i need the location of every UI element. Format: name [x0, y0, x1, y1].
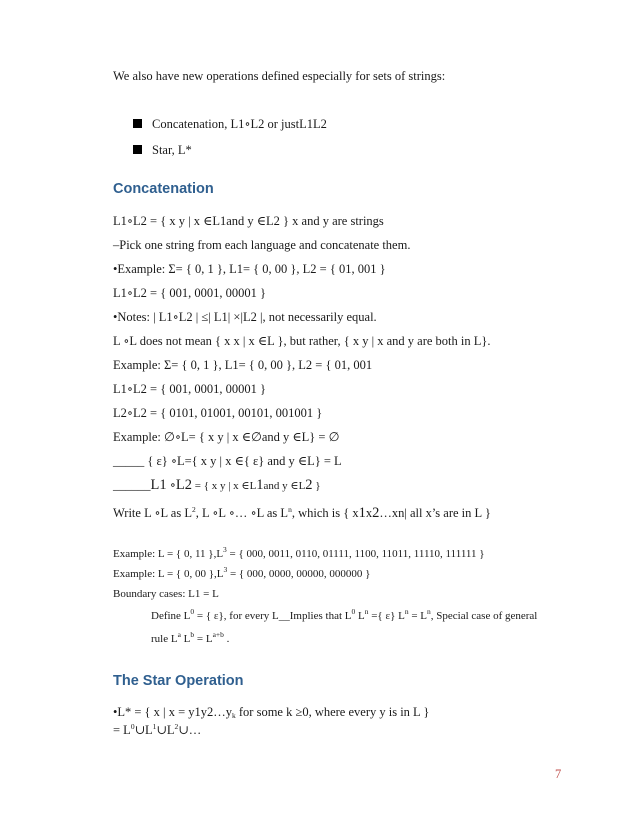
- concat-line: •Example: Σ= { 0, 1 }, L1= { 0, 00 }, L2 = { 01, 001 }: [113, 262, 386, 276]
- superscript: n: [364, 607, 369, 616]
- text-span: = { 000, 0000, 00000, 000000 }: [227, 568, 371, 580]
- concat-line: _____ { ε} ∘L={ x y | x ∈{ ε} and y ∈L} = L: [113, 454, 342, 468]
- example-line: [113, 566, 370, 582]
- boundary-line: Boundary cases: L1 = L: [113, 588, 219, 600]
- concat-definition: L1∘L2 = { x y | x ∈L1and y ∈L2 } x and y are strings: [113, 214, 384, 228]
- superscript: 0: [190, 607, 195, 616]
- text-span: rule L: [151, 633, 178, 645]
- blank-underscore: ______: [113, 478, 151, 492]
- bullet-concatenation: [133, 116, 327, 132]
- text-span: for some k ≥0, where every y is in L }: [235, 705, 430, 719]
- text-span: Write L ∘L as L: [113, 506, 192, 520]
- superscript: a+b: [212, 630, 224, 639]
- concat-line: L ∘L does not mean { x x | x ∈L }, but rather, { x y | x and y are both in L}.: [113, 334, 491, 348]
- text-span: = L: [408, 610, 428, 622]
- text-span: ∪L: [156, 723, 175, 737]
- concat-line-large: [113, 477, 321, 494]
- square-bullet-icon: [133, 119, 142, 128]
- text-span: ∪…: [178, 723, 202, 737]
- text-span: L: [180, 633, 191, 645]
- superscript: 3: [223, 565, 228, 574]
- text-span: …xn| all x’s are in L }: [379, 506, 491, 520]
- text-span: , Special case of general: [430, 610, 538, 622]
- page-number: 7: [555, 767, 562, 781]
- heading-concatenation: Concatenation: [113, 181, 214, 197]
- star-definition: [113, 704, 429, 720]
- text-span: Example: L = { 0, 11 },L: [113, 548, 224, 560]
- text-span: ∪L: [134, 723, 153, 737]
- superscript: 1: [152, 722, 157, 731]
- superscript: n: [427, 607, 431, 616]
- concat-line: Example: Σ= { 0, 1 }, L1= { 0, 00 }, L2 = { 01, 001: [113, 358, 373, 372]
- superscript: 2: [191, 505, 196, 514]
- text-span: 1: [256, 477, 264, 493]
- text-span: •L* = { x | x = y1y2…y: [113, 705, 232, 719]
- square-bullet-icon: [133, 145, 142, 154]
- text-span: 2: [372, 505, 380, 521]
- text-span: }: [312, 480, 321, 492]
- concat-line: L1∘L2 = { 001, 0001, 00001 }: [113, 286, 266, 300]
- subscript: k: [232, 711, 236, 720]
- text-span: L: [355, 610, 365, 622]
- bullet-star: [133, 142, 192, 158]
- superscript: 3: [223, 545, 227, 554]
- heading-star-operation: The Star Operation: [113, 673, 244, 689]
- bullet-label: Star, L*: [152, 143, 192, 157]
- text-span: ={ ε} L: [368, 610, 405, 622]
- text-span: Example: L = { 0, 00 },L: [113, 568, 224, 580]
- text-span: ∘: [166, 478, 176, 492]
- text-span: , L ∘L ∘… ∘L as L: [195, 506, 289, 520]
- superscript: b: [190, 630, 195, 639]
- text-span: L2: [175, 477, 192, 493]
- concat-line: •Notes: | L1∘L2 | ≤| L1| ×|L2 |, not necessarily equal.: [113, 310, 377, 324]
- text-span: 2: [305, 477, 313, 493]
- text-span: and y ∈L: [263, 480, 306, 492]
- text-span: L1: [150, 477, 167, 493]
- superscript: n: [288, 505, 292, 514]
- star-union-line: [113, 722, 201, 738]
- rule-line: [151, 631, 229, 647]
- define-line: [151, 608, 537, 624]
- text-span: = { x y | x ∈L: [191, 480, 257, 492]
- text-span: = L: [194, 633, 213, 645]
- concat-line: –Pick one string from each language and concatenate them.: [113, 238, 411, 252]
- bullet-label: Concatenation, L1∘L2 or justL1L2: [152, 117, 327, 131]
- text-span: Define L: [151, 610, 191, 622]
- text-span: x: [365, 506, 373, 520]
- concat-line: L2∘L2 = { 0101, 01001, 00101, 001001 }: [113, 406, 323, 420]
- concat-line: Example: ∅∘L= { x y | x ∈∅and y ∈L} = ∅: [113, 430, 340, 444]
- intro-text: We also have new operations defined especially for sets of strings:: [113, 69, 446, 83]
- text-span: 1: [358, 505, 366, 521]
- text-span: = { 000, 0011, 0110, 01111, 1100, 11011, 11110, 111111 }: [226, 548, 485, 560]
- superscript: a: [177, 630, 181, 639]
- superscript: n: [404, 607, 409, 616]
- text-span: = { ε}, for every L__Implies that L: [194, 610, 352, 622]
- superscript: 2: [174, 722, 179, 731]
- text-span: .: [223, 633, 230, 645]
- superscript: 0: [351, 607, 356, 616]
- concat-line: L1∘L2 = { 001, 0001, 00001 }: [113, 382, 266, 396]
- text-span: = L: [113, 723, 131, 737]
- text-span: , which is { x: [291, 506, 359, 520]
- write-line: [113, 505, 491, 521]
- example-line: [113, 546, 485, 562]
- superscript: 0: [130, 722, 135, 731]
